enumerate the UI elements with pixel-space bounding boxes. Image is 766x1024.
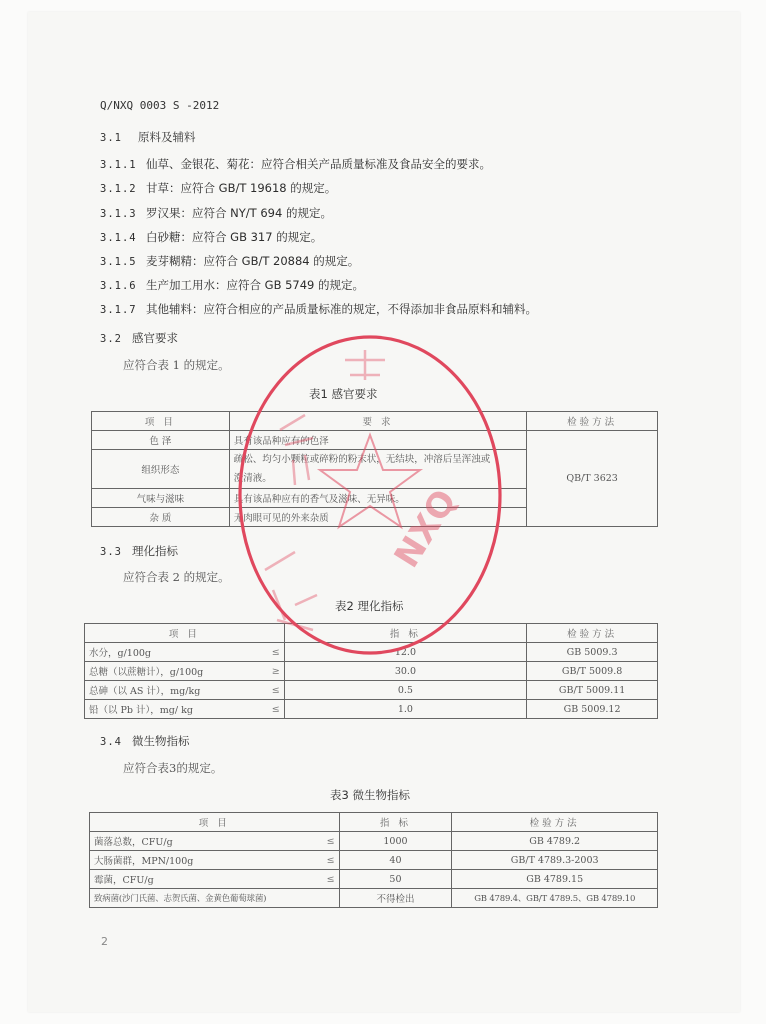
row-operator: ≥	[262, 662, 284, 681]
row-value: 1000	[339, 832, 452, 851]
section-title: 原料及辅料	[138, 130, 196, 144]
row-item: 致病菌(沙门氏菌、志贺氏菌、金黄色葡萄球菌)	[90, 889, 340, 908]
standard-code: Q/NXQ 0003 S -2012	[100, 99, 220, 112]
row-method: GB 5009.12	[527, 700, 658, 719]
row-operator: ≤	[317, 832, 339, 851]
row-requirement: 无肉眼可见的外来杂质	[229, 508, 526, 527]
table-row	[90, 851, 658, 870]
physicochemical-table	[84, 623, 658, 719]
section-number: 3.1	[100, 132, 122, 144]
row-item: 大肠菌群，MPN/100g	[90, 851, 318, 870]
table-row	[85, 662, 658, 681]
requirement-line-1: 疏松、均匀小颗粒或碎粉的粉末状，无结块，冲溶后呈浑浊或	[233, 454, 491, 465]
row-item: 总糖（以蔗糖计），g/100g	[85, 662, 263, 681]
row-method: GB 4789.4、GB/T 4789.5、GB 4789.10	[452, 889, 658, 908]
section-title: 理化指标	[132, 544, 178, 558]
row-item: 总砷（以 AS 计），mg/kg	[85, 681, 263, 700]
row-value: 50	[339, 870, 452, 889]
clause-3-1-5	[100, 253, 359, 269]
header-method: 检验方法	[527, 412, 658, 431]
table-row	[90, 870, 658, 889]
row-method: GB 4789.15	[452, 870, 658, 889]
header-item: 项 目	[90, 813, 340, 832]
row-operator: ≤	[262, 681, 284, 700]
row-operator: ≤	[262, 700, 284, 719]
clause-number: 3.1.1	[100, 159, 137, 171]
clause-text: 甘草：应符合 GB/T 19618 的规定。	[146, 181, 337, 195]
header-value: 指 标	[339, 813, 452, 832]
row-requirement: 具有该品种应有的香气及滋味、无异味。	[229, 489, 526, 508]
row-item: 霉菌，CFU/g	[90, 870, 318, 889]
row-requirement: 具有该品种应有的色泽	[229, 431, 526, 450]
row-value: 不得检出	[339, 889, 452, 908]
microbiology-table	[89, 812, 658, 908]
section-3-4-body: 应符合表3的规定。	[123, 761, 223, 775]
header-value: 指 标	[284, 624, 527, 643]
section-3-1	[100, 129, 196, 145]
clause-text: 仙草、金银花、菊花：应符合相关产品质量标准及食品安全的要求。	[146, 157, 491, 171]
table-row	[90, 889, 658, 908]
seal-lettering: NXQ	[386, 482, 465, 575]
row-value: 0.5	[284, 681, 527, 700]
clause-3-1-2	[100, 180, 336, 196]
section-3-2-body: 应符合表 1 的规定。	[123, 358, 230, 372]
header-item: 项 目	[85, 624, 285, 643]
table-row	[85, 700, 658, 719]
sensory-table	[91, 411, 658, 527]
clause-text: 生产加工用水：应符合 GB 5749 的规定。	[146, 278, 365, 292]
clause-text: 白砂糖：应符合 GB 317 的规定。	[146, 230, 323, 244]
section-3-2	[100, 330, 178, 346]
section-title: 感官要求	[132, 331, 178, 345]
clause-number: 3.1.4	[100, 232, 137, 244]
section-title: 微生物指标	[132, 734, 190, 748]
row-operator: ≤	[262, 643, 284, 662]
page-number: 2	[101, 935, 108, 948]
table-row	[85, 681, 658, 700]
row-requirement	[229, 450, 526, 489]
row-operator: ≤	[317, 851, 339, 870]
table-row	[90, 832, 658, 851]
row-method: QB/T 3623	[527, 431, 658, 527]
row-item: 铅（以 Pb 计），mg/ kg	[85, 700, 263, 719]
row-method: GB/T 5009.11	[527, 681, 658, 700]
table2-caption: 表2 理化指标	[335, 599, 404, 613]
clause-number: 3.1.7	[100, 304, 137, 316]
clause-3-1-6	[100, 277, 364, 293]
clause-number: 3.1.3	[100, 208, 137, 220]
row-operator: ≤	[317, 870, 339, 889]
clause-text: 麦芽糊精：应符合 GB/T 20884 的规定。	[146, 254, 360, 268]
header-method: 检验方法	[527, 624, 658, 643]
row-item: 水分，g/100g	[85, 643, 263, 662]
table-row	[92, 431, 658, 450]
clause-3-1-4	[100, 229, 322, 245]
row-value: 40	[339, 851, 452, 870]
clause-text: 罗汉果：应符合 NY/T 694 的规定。	[146, 206, 332, 220]
row-item: 气味与滋味	[92, 489, 230, 508]
section-3-4	[100, 733, 190, 749]
row-method: GB/T 5009.8	[527, 662, 658, 681]
table1-caption: 表1 感官要求	[309, 387, 378, 401]
clause-number: 3.1.6	[100, 280, 137, 292]
section-3-3-body: 应符合表 2 的规定。	[123, 570, 230, 584]
clause-3-1-1	[100, 156, 491, 172]
row-value: 1.0	[284, 700, 527, 719]
clause-number: 3.1.2	[100, 183, 137, 195]
row-item: 杂 质	[92, 508, 230, 527]
header-method: 检验方法	[452, 813, 658, 832]
row-method: GB/T 4789.3-2003	[452, 851, 658, 870]
table3-caption: 表3 微生物指标	[330, 788, 410, 802]
clause-3-1-7	[100, 301, 537, 317]
requirement-line-2: 澄清液。	[233, 473, 272, 484]
row-item: 菌落总数，CFU/g	[90, 832, 318, 851]
section-number: 3.3	[100, 546, 122, 558]
row-item: 组织形态	[92, 450, 230, 489]
clause-text: 其他辅料：应符合相应的产品质量标准的规定，不得添加非食品原料和辅料。	[146, 302, 537, 316]
section-3-3	[100, 543, 178, 559]
row-value: 12.0	[284, 643, 527, 662]
section-number: 3.4	[100, 736, 122, 748]
header-item: 项 目	[92, 412, 230, 431]
row-value: 30.0	[284, 662, 527, 681]
row-item: 色 泽	[92, 431, 230, 450]
header-requirement: 要 求	[229, 412, 526, 431]
clause-number: 3.1.5	[100, 256, 137, 268]
table-row	[85, 643, 658, 662]
row-method: GB 5009.3	[527, 643, 658, 662]
section-number: 3.2	[100, 333, 122, 345]
row-method: GB 4789.2	[452, 832, 658, 851]
clause-3-1-3	[100, 205, 332, 221]
